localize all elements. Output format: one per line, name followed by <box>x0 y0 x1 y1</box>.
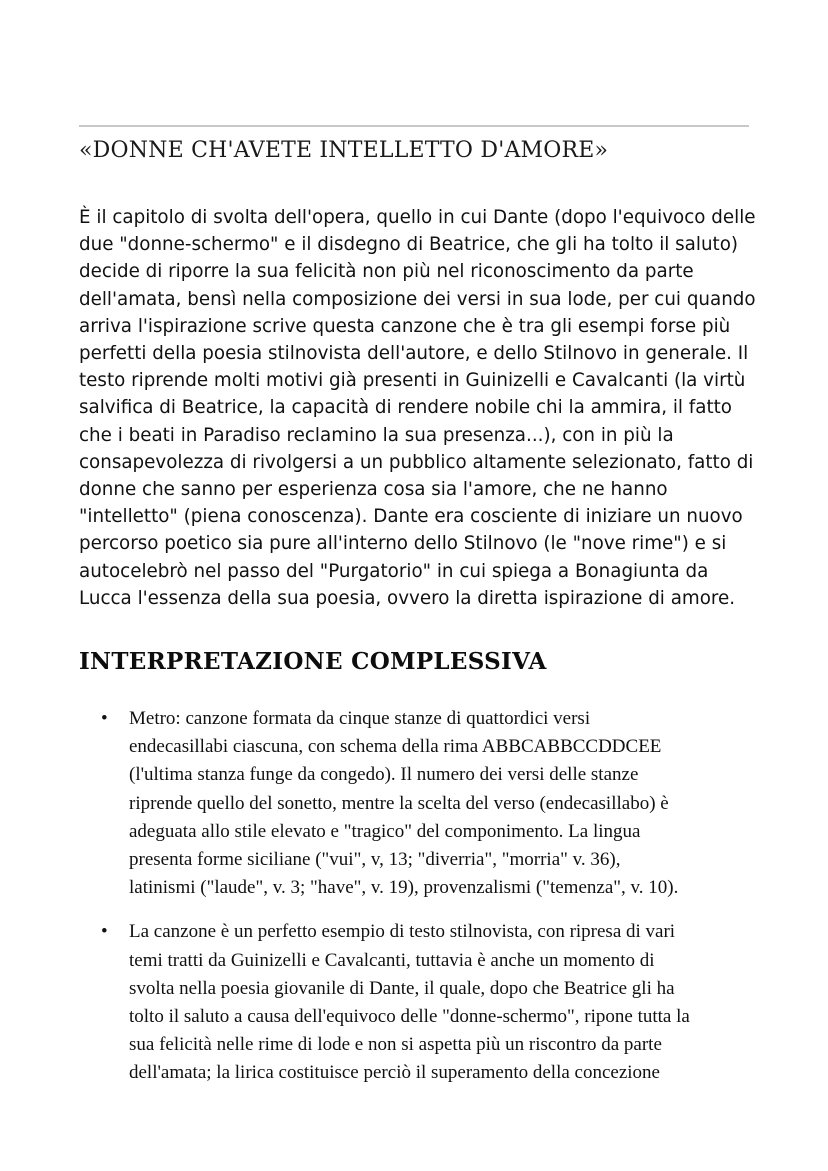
intro-line: salvifica di Beatrice, la capacità di rendere nobile chi la ammira, il fatto <box>79 397 732 419</box>
intro-paragraph <box>79 204 759 612</box>
intro-line: donne che sanno per esperienza cosa sia l'amore, che ne hanno <box>79 479 668 501</box>
bullet-line: presenta forme siciliane ("vui", v, 13; "diverria", "morria" v. 36), <box>129 849 621 871</box>
bullet-icon: • <box>101 708 108 729</box>
bullet-line: svolta nella poesia giovanile di Dante, il quale, dopo che Beatrice gli ha <box>129 977 675 999</box>
bullet-item-metro <box>79 705 759 902</box>
intro-line: consapevolezza di rivolgersi a un pubblico altamente selezionato, fatto di <box>79 451 754 473</box>
bullet-line: temi tratti da Guinizelli e Cavalcanti, tuttavia è anche un momento di <box>129 949 655 971</box>
intro-line: che i beati in Paradiso reclamino la sua presenza...), con in più la <box>79 424 674 446</box>
bullet-line: (l'ultima stanza funge da congedo). Il numero dei versi delle stanze <box>129 764 639 786</box>
intro-line: arriva l'ispirazione scrive questa canzone che è tra gli esempi forse più <box>79 315 731 337</box>
intro-line: testo riprende molti motivi già presenti in Guinizelli e Cavalcanti (la virtù <box>79 370 746 392</box>
intro-line: "intelletto" (piena conoscenza). Dante era cosciente di iniziare un nuovo <box>79 506 743 528</box>
bullet-line: dell'amata; la lirica costituisce perciò il superamento della concezione <box>129 1062 660 1084</box>
section-title: «DONNE CH'AVETE INTELLETTO D'AMORE» <box>79 138 609 163</box>
bullet-line: latinismi ("laude", v. 3; "have", v. 19), provenzalismi ("temenza", v. 10). <box>129 877 679 899</box>
horizontal-rule <box>79 125 749 127</box>
intro-line: percorso poetico sia pure all'interno dello Stilnovo (le "nove rime") e si <box>79 533 727 555</box>
bullet-line: endecasillabi ciascuna, con schema della rima ABBCABBCCDDCEE <box>129 736 662 758</box>
intro-line: Lucca l'essenza della sua poesia, ovvero la diretta ispirazione di amore. <box>79 587 736 609</box>
intro-line: decide di riporre la sua felicità non più nel riconoscimento da parte <box>79 261 694 283</box>
bullet-list <box>79 705 759 1088</box>
bullet-icon: • <box>101 921 108 943</box>
intro-line: dell'amata, bensì nella composizione dei versi in sua lode, per cui quando <box>79 288 756 310</box>
bullet-line: adeguata allo stile elevato e "tragico" del componimento. La lingua <box>129 820 641 842</box>
bullet-line: Metro: canzone formata da cinque stanze di quattordici versi <box>129 708 591 729</box>
interpretation-title: INTERPRETAZIONE COMPLESSIVA <box>79 648 547 675</box>
bullet-line: riprende quello del sonetto, mentre la scelta del verso (endecasillabo) è <box>129 792 669 814</box>
intro-line: autocelebrò nel passo del "Purgatorio" in cui spiega a Bonagiunta da <box>79 560 709 582</box>
intro-line: due "donne-schermo" e il disdegno di Beatrice, che gli ha tolto il saluto) <box>79 234 739 256</box>
intro-line: perfetti della poesia stilnovista dell'autore, e dello Stilnovo in generale. Il <box>79 343 749 365</box>
bullet-line: sua felicità nelle rime di lode e non si aspetta più un riscontro da parte <box>129 1034 662 1056</box>
bullet-item-canzone <box>79 918 759 1087</box>
intro-line: È il capitolo di svolta dell'opera, quello in cui Dante (dopo l'equivoco delle <box>79 207 756 228</box>
bullet-line: tolto il saluto a causa dell'equivoco delle "donne-schermo", ripone tutta la <box>129 1006 690 1028</box>
bullet-line: La canzone è un perfetto esempio di testo stilnovista, con ripresa di vari <box>129 921 676 943</box>
